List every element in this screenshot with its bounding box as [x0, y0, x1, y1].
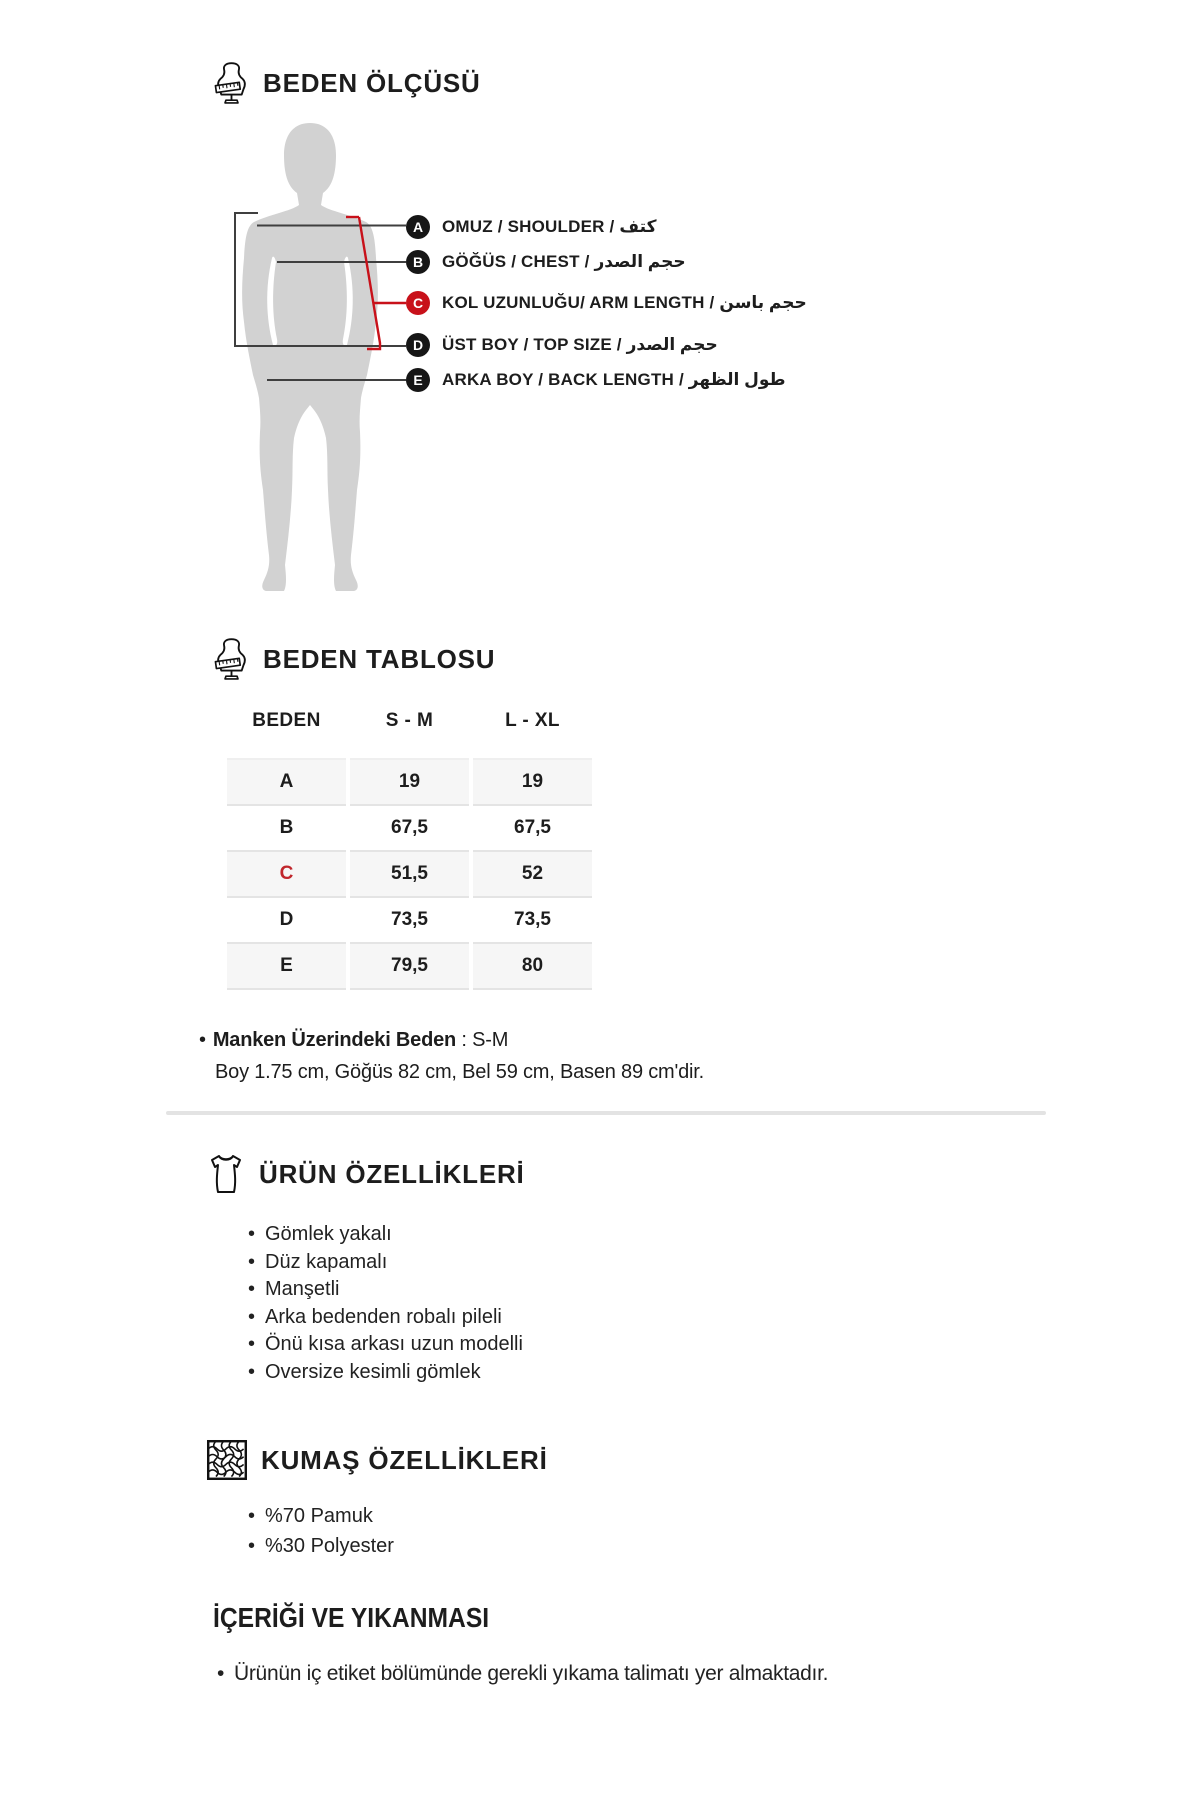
- measurement-row-chest: [406, 250, 686, 274]
- fabric-features-list: [248, 1501, 394, 1561]
- section-kumas-ozellikleri-header: [206, 1438, 548, 1482]
- value-lxl: 67,5: [473, 806, 592, 852]
- size-table: [227, 758, 592, 990]
- measurement-row-shoulder: [406, 215, 656, 239]
- section-urun-ozellikleri-header: [206, 1153, 525, 1195]
- list-item: • Gömlek yakalı: [248, 1221, 523, 1249]
- table-row: [227, 806, 592, 852]
- model-size-value: : S-M: [456, 1029, 509, 1051]
- measurement-row-top-size: [406, 333, 718, 357]
- measurement-label: OMUZ / SHOULDER / كتف: [442, 217, 657, 236]
- value-sm: 79,5: [350, 944, 469, 990]
- table-row: [227, 944, 592, 990]
- measurement-row-back-length: [406, 368, 786, 392]
- marker-d-badge: D: [406, 333, 430, 357]
- section-icerigi-ve-yikanmasi-header: [213, 1602, 527, 1634]
- section-beden-olcusu-header: [213, 60, 481, 107]
- value-sm: 73,5: [350, 898, 469, 944]
- list-item: • %30 Polyester: [248, 1531, 394, 1561]
- model-size-line: [199, 1024, 704, 1056]
- tshirt-icon: [206, 1153, 246, 1195]
- value-sm: 67,5: [350, 806, 469, 852]
- list-item: • %70 Pamuk: [248, 1501, 394, 1531]
- value-lxl: 19: [473, 758, 592, 806]
- row-key: B: [227, 806, 346, 852]
- bullet-marker: •: [199, 1029, 206, 1051]
- list-item: • Ürünün iç etiket bölümünde gerekli yıkama talimatı yer almaktadır.: [217, 1658, 987, 1689]
- row-key: D: [227, 898, 346, 944]
- list-item: • Manşetli: [248, 1276, 523, 1304]
- dress-form-icon: [213, 60, 250, 107]
- marker-a-badge: A: [406, 215, 430, 239]
- section-title: BEDEN TABLOSU: [263, 644, 496, 674]
- measurement-label: ÜST BOY / TOP SIZE / حجم الصدر: [442, 335, 718, 354]
- table-row: [227, 758, 592, 806]
- value-sm: 51,5: [350, 852, 469, 898]
- value-lxl: 73,5: [473, 898, 592, 944]
- column-header-beden: BEDEN: [252, 710, 321, 731]
- dress-form-icon: [213, 636, 250, 683]
- section-title: ÜRÜN ÖZELLİKLERİ: [259, 1158, 525, 1189]
- size-table-header: [227, 710, 592, 732]
- list-item: • Önü kısa arkası uzun modelli: [248, 1331, 523, 1359]
- measurement-label: ARKA BOY / BACK LENGTH / طول الظهر: [442, 370, 786, 389]
- model-measurements-text: Boy 1.75 cm, Göğüs 82 cm, Bel 59 cm, Basen 89 cm'dir.: [215, 1061, 704, 1083]
- model-size-label: Manken Üzerindeki Beden: [212, 1029, 457, 1051]
- table-row: [227, 898, 592, 944]
- table-row: [227, 852, 592, 898]
- model-size-note: [199, 1024, 704, 1088]
- value-sm: 19: [350, 758, 469, 806]
- section-beden-tablosu-header: [213, 636, 495, 683]
- product-features-list: [248, 1221, 523, 1386]
- row-key: C: [227, 852, 346, 898]
- value-lxl: 80: [473, 944, 592, 990]
- care-instructions-list: [217, 1658, 987, 1689]
- section-title: İÇERİĞİ VE YIKANMASI: [213, 1602, 490, 1633]
- list-item: • Arka bedenden robalı pileli: [248, 1304, 523, 1332]
- fabric-weave-icon: [206, 1438, 248, 1482]
- measurement-row-arm-length: [406, 291, 807, 315]
- value-lxl: 52: [473, 852, 592, 898]
- marker-e-badge: E: [406, 368, 430, 392]
- body-measurement-diagram: [0, 110, 980, 602]
- measurement-label: GÖĞÜS / CHEST / حجم الصدر: [442, 252, 686, 271]
- column-header-sm: S - M: [385, 710, 434, 731]
- measurement-label: KOL UZUNLUĞU/ ARM LENGTH / حجم باسن: [442, 293, 807, 312]
- list-item: • Oversize kesimli gömlek: [248, 1359, 523, 1387]
- column-header-lxl: L - XL: [505, 710, 560, 731]
- row-key: A: [227, 758, 346, 806]
- section-title: KUMAŞ ÖZELLİKLERİ: [261, 1444, 548, 1475]
- marker-b-badge: B: [406, 250, 430, 274]
- list-item: • Düz kapamalı: [248, 1249, 523, 1277]
- row-key: E: [227, 944, 346, 990]
- section-divider: [166, 1111, 1046, 1115]
- section-title: BEDEN ÖLÇÜSÜ: [263, 68, 481, 98]
- marker-c-badge: C: [406, 291, 430, 315]
